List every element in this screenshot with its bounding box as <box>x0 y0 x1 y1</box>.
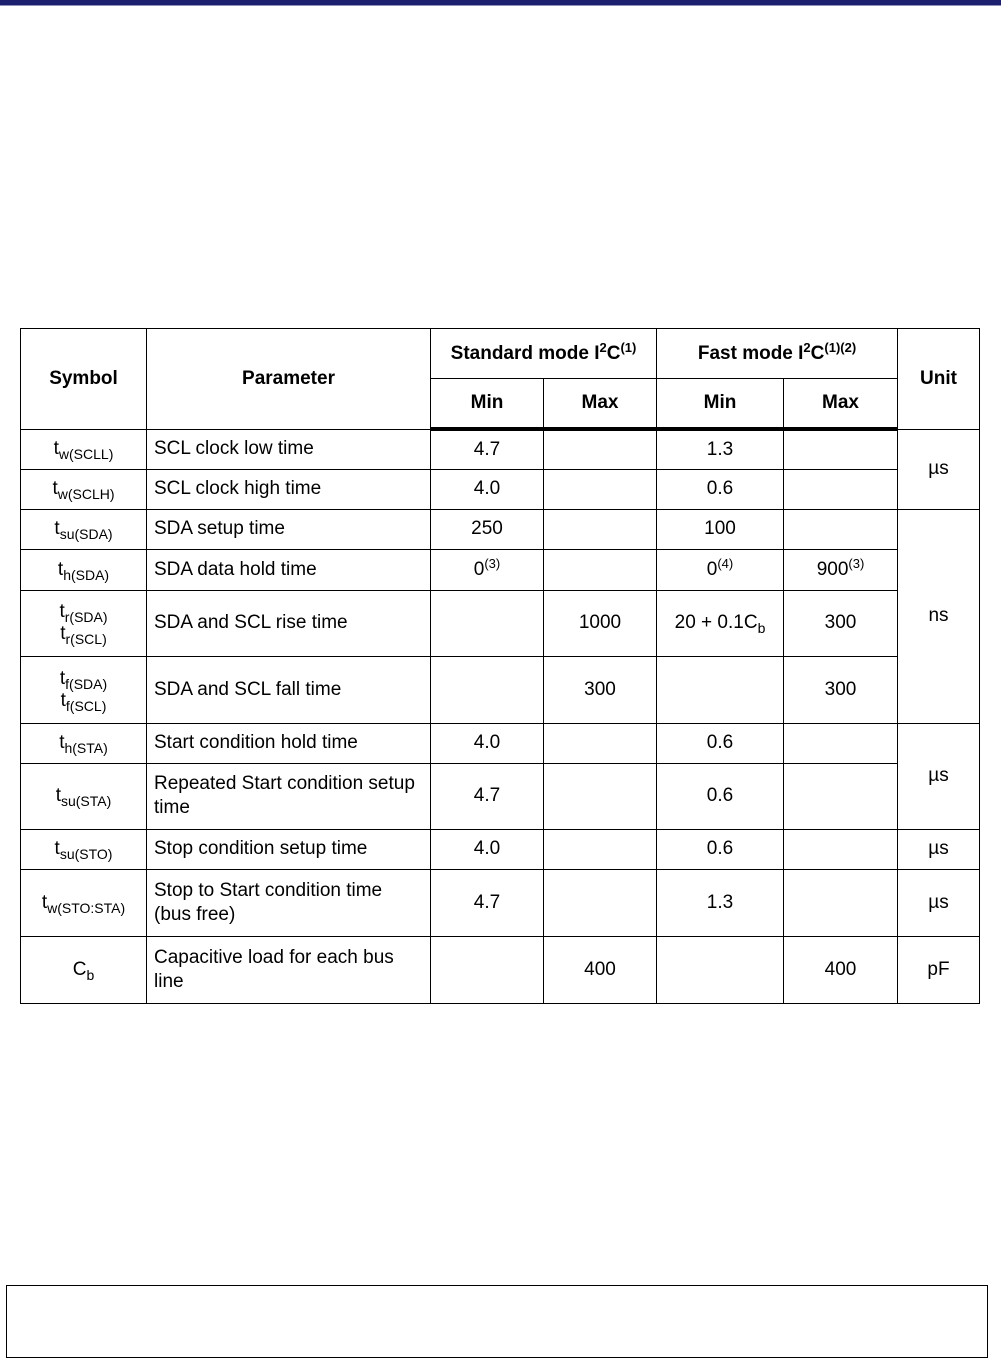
symbol-cell <box>21 509 147 549</box>
symbol-line <box>28 959 139 981</box>
fast-min-cell <box>657 429 784 469</box>
symbol-base: t <box>60 623 66 644</box>
fast-max-cell <box>784 723 898 763</box>
std-max-cell <box>544 429 657 469</box>
std-min-cell-note: (3) <box>484 555 501 571</box>
table-row <box>21 549 980 590</box>
symbol-base: t <box>41 891 48 913</box>
fast-min-cell <box>657 763 784 829</box>
top-rule <box>0 0 1001 5</box>
fast-min-cell-value: 0.6 <box>706 785 734 806</box>
fast-max-cell-value: 300 <box>824 612 857 633</box>
std-min-cell <box>431 469 544 509</box>
i2c-timing-table <box>20 328 980 1004</box>
std-max-cell <box>544 469 657 509</box>
fast-min-cell <box>657 936 784 1003</box>
symbol-sub: r(SDA) <box>64 609 108 625</box>
fast-max-cell <box>784 869 898 936</box>
fast-max-cell <box>784 829 898 869</box>
symbol-sub: f(SDA) <box>65 675 108 692</box>
fast-max-cell-value: 400 <box>824 958 857 980</box>
std-min-cell-value: 0 <box>473 558 485 580</box>
unit-cell: µs <box>898 869 980 936</box>
fast-min-cell <box>657 590 784 656</box>
symbol-sub: su(STO) <box>59 846 113 862</box>
header-std-min: Min <box>431 379 544 430</box>
parameter-cell: Repeated Start condition setup time <box>147 763 431 829</box>
fast-max-cell-value: 300 <box>824 678 857 700</box>
table-row <box>21 829 980 869</box>
fast-max-cell <box>784 936 898 1003</box>
symbol-sub: f(SCL) <box>65 697 107 714</box>
fast-max-cell <box>784 656 898 723</box>
symbol-cell <box>21 590 147 656</box>
fast-min-cell <box>657 656 784 723</box>
fast-max-cell <box>784 763 898 829</box>
unit-cell: µs <box>898 429 980 509</box>
std-min-cell-value: 4.7 <box>473 891 501 913</box>
std-min-cell-value: 250 <box>471 518 503 539</box>
header-symbol: Symbol <box>21 329 147 430</box>
symbol-base: t <box>55 785 61 806</box>
table-row <box>21 590 980 656</box>
std-min-cell <box>431 590 544 656</box>
parameter-cell: Stop condition setup time <box>147 829 431 869</box>
fast-min-cell-value: 0.6 <box>706 478 734 499</box>
symbol-line <box>28 601 139 623</box>
fast-min-cell-value: 20 + 0.1C <box>674 612 758 633</box>
unit-cell: pF <box>898 936 980 1003</box>
table-row <box>21 429 980 469</box>
parameter-cell: SCL clock high time <box>147 469 431 509</box>
symbol-base: C <box>72 958 87 980</box>
symbol-cell <box>21 549 147 590</box>
symbol-line <box>28 732 139 754</box>
symbol-base: t <box>54 838 60 859</box>
std-max-cell <box>544 590 657 656</box>
table-row <box>21 763 980 829</box>
symbol-base: t <box>54 518 60 539</box>
std-max-cell <box>544 509 657 549</box>
std-min-cell-value: 4.7 <box>473 438 501 460</box>
symbol-line <box>28 559 139 581</box>
header-row <box>21 329 980 379</box>
symbol-base: t <box>57 558 64 580</box>
parameter-cell: Stop to Start condition time (bus free) <box>147 869 431 936</box>
fast-min-cell-value: 100 <box>704 518 736 539</box>
fast-min-cell <box>657 723 784 763</box>
std-min-cell <box>431 656 544 723</box>
symbol-line <box>28 668 139 690</box>
std-min-cell-value: 4.0 <box>473 838 501 859</box>
std-min-cell <box>431 429 544 469</box>
table-row <box>21 509 980 549</box>
symbol-cell <box>21 469 147 509</box>
symbol-sub: w(SCLL) <box>58 446 114 462</box>
symbol-cell <box>21 829 147 869</box>
unit-cell: µs <box>898 829 980 869</box>
fast-min-cell-value: 0.6 <box>706 838 734 859</box>
std-max-cell-value: 1000 <box>578 612 622 633</box>
fast-min-cell <box>657 509 784 549</box>
symbol-sub: b <box>86 966 95 983</box>
std-max-cell-value: 300 <box>584 678 616 700</box>
parameter-cell: SDA and SCL rise time <box>147 590 431 656</box>
symbol-line <box>28 838 139 860</box>
symbol-sub: w(SCLH) <box>57 486 115 502</box>
symbol-base: t <box>52 478 58 499</box>
symbol-line <box>28 518 139 540</box>
symbol-sub: h(SDA) <box>63 566 110 583</box>
symbol-cell <box>21 656 147 723</box>
header-standard-mode: Standard mode $I^2C^{(1)}$ <box>431 329 657 379</box>
std-max-cell <box>544 549 657 590</box>
parameter-cell: SDA and SCL fall time <box>147 656 431 723</box>
std-max-cell <box>544 936 657 1003</box>
unit-cell: µs <box>898 723 980 829</box>
std-max-cell <box>544 723 657 763</box>
parameter-cell: Start condition hold time <box>147 723 431 763</box>
header-fast-mode: Fast mode $I^2C^{(1)(2)}$ <box>657 329 898 379</box>
table-body <box>21 429 980 1003</box>
fast-min-cell-value: 1.3 <box>706 891 734 913</box>
fast-min-cell <box>657 469 784 509</box>
symbol-cell <box>21 429 147 469</box>
symbol-base: t <box>59 732 65 753</box>
std-min-cell <box>431 936 544 1003</box>
symbol-line <box>28 785 139 807</box>
std-min-cell <box>431 509 544 549</box>
symbol-line <box>28 438 139 460</box>
fast-min-cell <box>657 829 784 869</box>
header-std-max: Max <box>544 379 657 430</box>
std-max-cell <box>544 763 657 829</box>
fast-max-cell <box>784 429 898 469</box>
table-row <box>21 869 980 936</box>
symbol-cell <box>21 869 147 936</box>
symbol-cell <box>21 936 147 1003</box>
unit-cell: ns <box>898 509 980 723</box>
std-min-cell <box>431 723 544 763</box>
fast-min-cell-note: (4) <box>717 555 734 571</box>
fast-max-cell <box>784 509 898 549</box>
symbol-sub: h(STA) <box>64 740 108 756</box>
header-unit: Unit <box>898 329 980 430</box>
std-min-cell <box>431 869 544 936</box>
std-min-cell <box>431 763 544 829</box>
table-row <box>21 723 980 763</box>
fast-max-cell-value: 900 <box>816 558 849 580</box>
symbol-line <box>28 892 139 914</box>
fast-min-cell-value: 0.6 <box>706 732 734 753</box>
symbol-line <box>28 690 139 712</box>
std-min-cell-value: 4.0 <box>473 478 501 499</box>
table-row <box>21 936 980 1003</box>
parameter-cell: SDA data hold time <box>147 549 431 590</box>
parameter-cell: SCL clock low time <box>147 429 431 469</box>
std-min-cell <box>431 829 544 869</box>
header-fast-min: Min <box>657 379 784 430</box>
fast-min-cell <box>657 869 784 936</box>
symbol-base: t <box>59 667 66 689</box>
std-min-cell <box>431 549 544 590</box>
fast-min-cell-value: 0 <box>706 558 718 580</box>
fast-max-cell <box>784 549 898 590</box>
table-row <box>21 656 980 723</box>
header-parameter: Parameter <box>147 329 431 430</box>
fast-min-cell <box>657 549 784 590</box>
fast-max-cell <box>784 469 898 509</box>
parameter-cell: Capacitive load for each bus line <box>147 936 431 1003</box>
table-row <box>21 469 980 509</box>
symbol-cell <box>21 763 147 829</box>
fast-min-cell-sub: b <box>757 620 766 636</box>
std-max-cell <box>544 656 657 723</box>
symbol-line <box>28 623 139 645</box>
std-max-cell-value: 400 <box>584 958 616 980</box>
symbol-sub: su(STA) <box>60 793 112 809</box>
fast-min-cell-value: 1.3 <box>706 438 734 460</box>
symbol-base: t <box>53 438 59 459</box>
symbol-cell <box>21 723 147 763</box>
std-min-cell-value: 4.7 <box>473 785 501 806</box>
symbol-base: t <box>60 689 66 711</box>
std-min-cell-value: 4.0 <box>473 732 501 753</box>
std-max-cell <box>544 869 657 936</box>
symbol-line <box>28 478 139 500</box>
symbol-base: t <box>59 601 65 622</box>
fast-max-cell <box>784 590 898 656</box>
header-fast-max: Max <box>784 379 898 430</box>
symbol-sub: w(STO:STA) <box>47 899 126 916</box>
symbol-sub: r(SCL) <box>65 631 107 647</box>
note-box <box>6 1285 988 1358</box>
std-max-cell <box>544 829 657 869</box>
parameter-cell: SDA setup time <box>147 509 431 549</box>
symbol-sub: su(SDA) <box>59 526 113 542</box>
fast-max-cell-note: (3) <box>848 555 865 571</box>
